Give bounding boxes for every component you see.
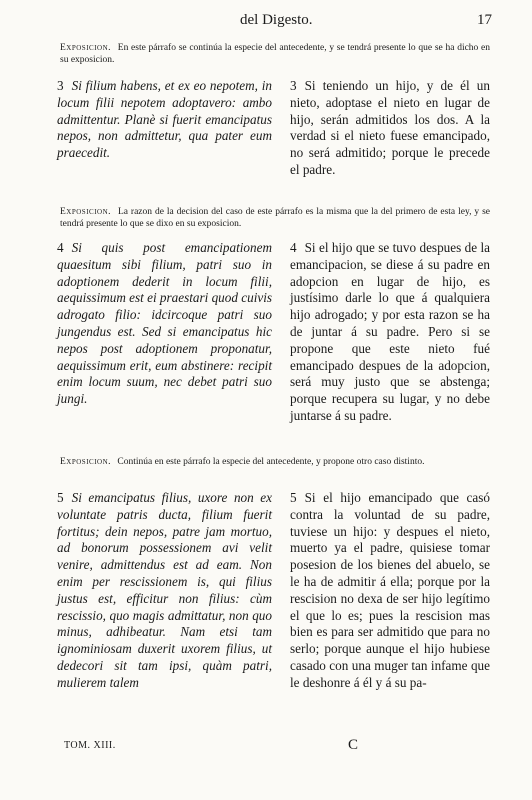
latin-text: Si filium habens, et ex eo nepotem, in locum filii nepotem adoptavero: ambo admittentur. Planè si fuerit emancipatus nepos, non admittetur, qua pater eum praecedit.: [57, 78, 272, 161]
running-title: del Digesto.: [240, 12, 313, 28]
running-header: [40, 12, 502, 34]
latin-text: Si emancipatus filius, uxore non ex voluntate patris ducta, filium fuerit fortitus; dein nepos, patre jam mortuo, ad bonorum possessionem avi velit venire, admittendus est ad eam. Non enim per rescissionem is, qui filius justus est, efficitur non filius: cùm rescissio, quo magis admittatur, non quo minus, adhibeatur. Nam etsi tam ignominiosam duxerit uxorem filius, ut dedecori sit tam ipsi, quàm patri, mulierem talem: [57, 490, 272, 690]
signature-mark: C: [348, 737, 359, 753]
paragraph-number: 5: [290, 490, 297, 505]
paragraph-number: 4: [57, 240, 64, 255]
latin-text-paragraph: [57, 490, 272, 692]
paragraph-number: 4: [290, 240, 297, 255]
latin-text-paragraph: [57, 78, 272, 162]
latin-text: Si quis post emancipationem quaesitum sibi filium, patri suo in adoptionem dederit in locum filii, aequissimum est ei praestari quod cuivis adrogato filio: idcircoque patri suo jungendus est. Sed si emancipatus hic nepos post adoptionem proponatur, aequissimum erit, eum abstinere: recipit enim locum suum, nec debet patri suo jungi.: [57, 240, 273, 407]
page-number: 17: [477, 12, 492, 28]
exposicion-note: [60, 456, 490, 468]
page-footer: [64, 737, 502, 756]
exposicion-text: En este párrafo se continúa la especie del antecedente, y se tendrá presente lo que se ha dicho en su exposicion.: [60, 43, 490, 65]
spanish-translation-paragraph: [290, 240, 490, 425]
exposicion-note: [60, 42, 490, 66]
exposicion-text: Continúa en este párrafo la especie del antecedente, y propone otro caso distinto.: [117, 457, 425, 467]
paragraph-number: 5: [57, 490, 64, 505]
spanish-text: Si el hijo que se tuvo despues de la emancipacion, se diese á su padre en adopcion en lugar de hijo, es justísimo darle lo que á qualquiera hijo adrogado; y por esta razon se ha de juntar á su padre. Pero si se propone que este nieto fué emancipado despues de la adopcion, será muy justo que se abstenga; porque recupera su lugar, y no debe juntarse á su padre.: [290, 240, 490, 423]
exposicion-note: [60, 206, 490, 230]
spanish-translation-paragraph: [290, 490, 490, 692]
volume-label: TOM. XIII.: [64, 740, 116, 751]
exposicion-text: La razon de la decision del caso de este párrafo es la misma que la del primero de esta ley, y se tendrá presente lo que se dixo en su exposicion.: [60, 207, 490, 229]
spanish-text: Si teniendo un hijo, y de él un nieto, adoptase el nieto en lugar de hijo, serán admitidos los dos. A la verdad si el nieto fuese emancipado, no será admitido; porque le precede el padre.: [290, 78, 490, 177]
paragraph-number: 3: [57, 78, 64, 93]
spanish-translation-paragraph: [290, 78, 490, 179]
latin-text-paragraph: [57, 240, 272, 408]
exposicion-label: Exposicion.: [60, 43, 112, 53]
exposicion-label: Exposicion.: [60, 207, 112, 217]
paragraph-number: 3: [290, 78, 297, 93]
spanish-text: Si el hijo emancipado que casó contra la voluntad de su padre, tuviese un hijo: y despues el nieto, muerto ya el padre, quisiese tomar posesion de los bienes del abuelo, se le ha de admitir á ella; porque por la rescision no dexa de ser hijo legítimo el que lo es; pues la rescision mas bien es para ser admitido que para no serlo; porque aunque el hijo hubiese casado con una muger tan infame que le deshonre á él y á su pa-: [290, 490, 490, 690]
exposicion-label: Exposicion.: [60, 457, 112, 467]
